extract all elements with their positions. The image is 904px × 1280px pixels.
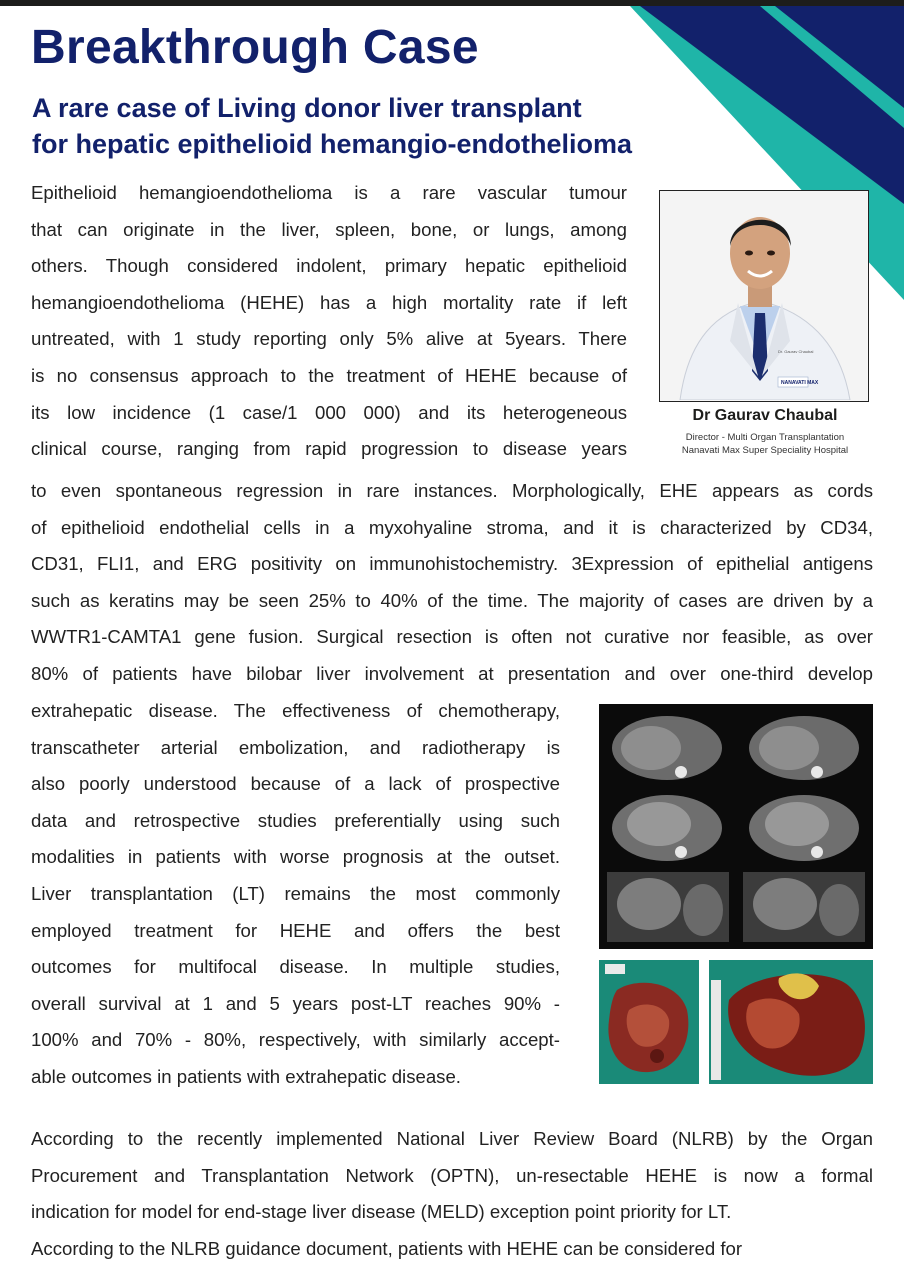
doctor-name: Dr Gaurav Chaubal: [692, 407, 838, 424]
text-line: modalities in patients with worse prognosis at the outset.: [31, 846, 560, 868]
coat-logo: NANAVATI MAX: [781, 380, 819, 386]
ct-scan-3: [612, 795, 722, 861]
text-line: such as keratins may be seen 25% to 40% of the time. The majority of cases are driven by a: [31, 589, 873, 611]
liver-specimen-large: [709, 960, 873, 1084]
text-line: CD31, FLI1, and ERG positivity on immunohistochemistry. 3Expression of epithelial antigens: [31, 553, 873, 575]
text-line: WWTR1-CAMTA1 gene fusion. Surgical resection is often not curative nor feasible, as over: [31, 626, 873, 648]
intro-paragraph: [31, 175, 627, 468]
text-line: Epithelioid hemangioendothelioma is a rare vascular tumour: [31, 182, 627, 203]
ct-scan-images: [599, 704, 873, 949]
ct-scan-4: [749, 795, 859, 861]
text-line: also poorly understood because of a lack of prospective: [31, 773, 560, 795]
text-line: is no consensus approach to the treatment of HEHE because of: [31, 364, 627, 386]
ct-scan-grid: [599, 704, 873, 949]
text-line: According to the recently implemented National Liver Review Board (NLRB) by the Organ: [31, 1128, 873, 1149]
nlrb-paragraph: [31, 1121, 873, 1267]
text-line: Liver transplantation (LT) remains the most commonly: [31, 882, 560, 904]
article-subtitle: [32, 90, 752, 162]
liver-specimen-small: [599, 960, 699, 1084]
doctor-hospital: Nanavati Max Super Speciality Hospital: [681, 445, 849, 456]
subtitle-line: A rare case of Living donor liver transplant: [32, 93, 582, 123]
text-line: 100% and 70% - 80%, respectively, with similarly accept-: [31, 1029, 560, 1051]
text-line: able outcomes in patients with extrahepatic disease.: [31, 1065, 461, 1087]
ct-scan-6: [743, 872, 865, 942]
text-line: transcatheter arterial embolization, and radiotherapy is: [31, 736, 560, 758]
doctor-role: Director - Multi Organ Transplantation: [685, 432, 845, 443]
text-line: to even spontaneous regression in rare instances. Morphologically, EHE appears as cords: [31, 480, 873, 501]
text-line: extrahepatic disease. The effectiveness of chemotherapy,: [31, 700, 560, 721]
doctor-portrait: [659, 190, 869, 402]
ct-scan-2: [749, 716, 859, 780]
text-line: 80% of patients have bilobar liver involvement at presentation and over one-third develop: [31, 662, 873, 684]
text-line: Procurement and Transplantation Network (OPTN), un-resectable HEHE is now a formal: [31, 1164, 873, 1186]
text-line: that can originate in the liver, spleen, bone, or lungs, among: [31, 218, 627, 240]
text-line: outcomes for multifocal disease. In multiple studies,: [31, 956, 560, 978]
page-title: Breakthrough Case: [31, 21, 479, 74]
text-line: others. Though considered indolent, primary hepatic epithelioid: [31, 255, 627, 277]
ct-scan-5: [607, 872, 729, 942]
text-line: According to the NLRB guidance document, patients with HEHE can be considered for: [31, 1237, 743, 1259]
liver-specimen-large-illustration: [709, 960, 873, 1084]
text-line: hemangioendothelioma (HEHE) has a high mortality rate if left: [31, 291, 627, 313]
text-line: indication for model for end-stage liver disease (MELD) exception point priority for LT.: [31, 1201, 732, 1223]
text-line: data and retrospective studies preferentially using such: [31, 809, 560, 831]
subtitle-line: for hepatic epithelioid hemangio-endothelioma: [32, 129, 633, 159]
treatment-paragraph: [31, 693, 560, 1096]
text-line: untreated, with 1 study reporting only 5% alive at 5years. There: [31, 328, 627, 350]
text-line: overall survival at 1 and 5 years post-LT reaches 90% -: [31, 992, 560, 1014]
liver-specimen-small-illustration: [599, 960, 699, 1084]
text-line: employed treatment for HEHE and offers the best: [31, 919, 560, 941]
coat-name-tag: Dr. Gaurav Chaubal: [778, 349, 814, 354]
morphology-paragraph: [31, 473, 873, 693]
text-line: clinical course, ranging from rapid progression to disease years: [31, 438, 627, 460]
ct-scan-1: [612, 716, 722, 780]
text-line: of epithelioid endothelial cells in a myxohyaline stroma, and it is characterized by CD34,: [31, 516, 873, 538]
text-line: its low incidence (1 case/1 000 000) and its heterogeneous: [31, 401, 627, 423]
doctor-portrait-illustration: [660, 191, 867, 400]
